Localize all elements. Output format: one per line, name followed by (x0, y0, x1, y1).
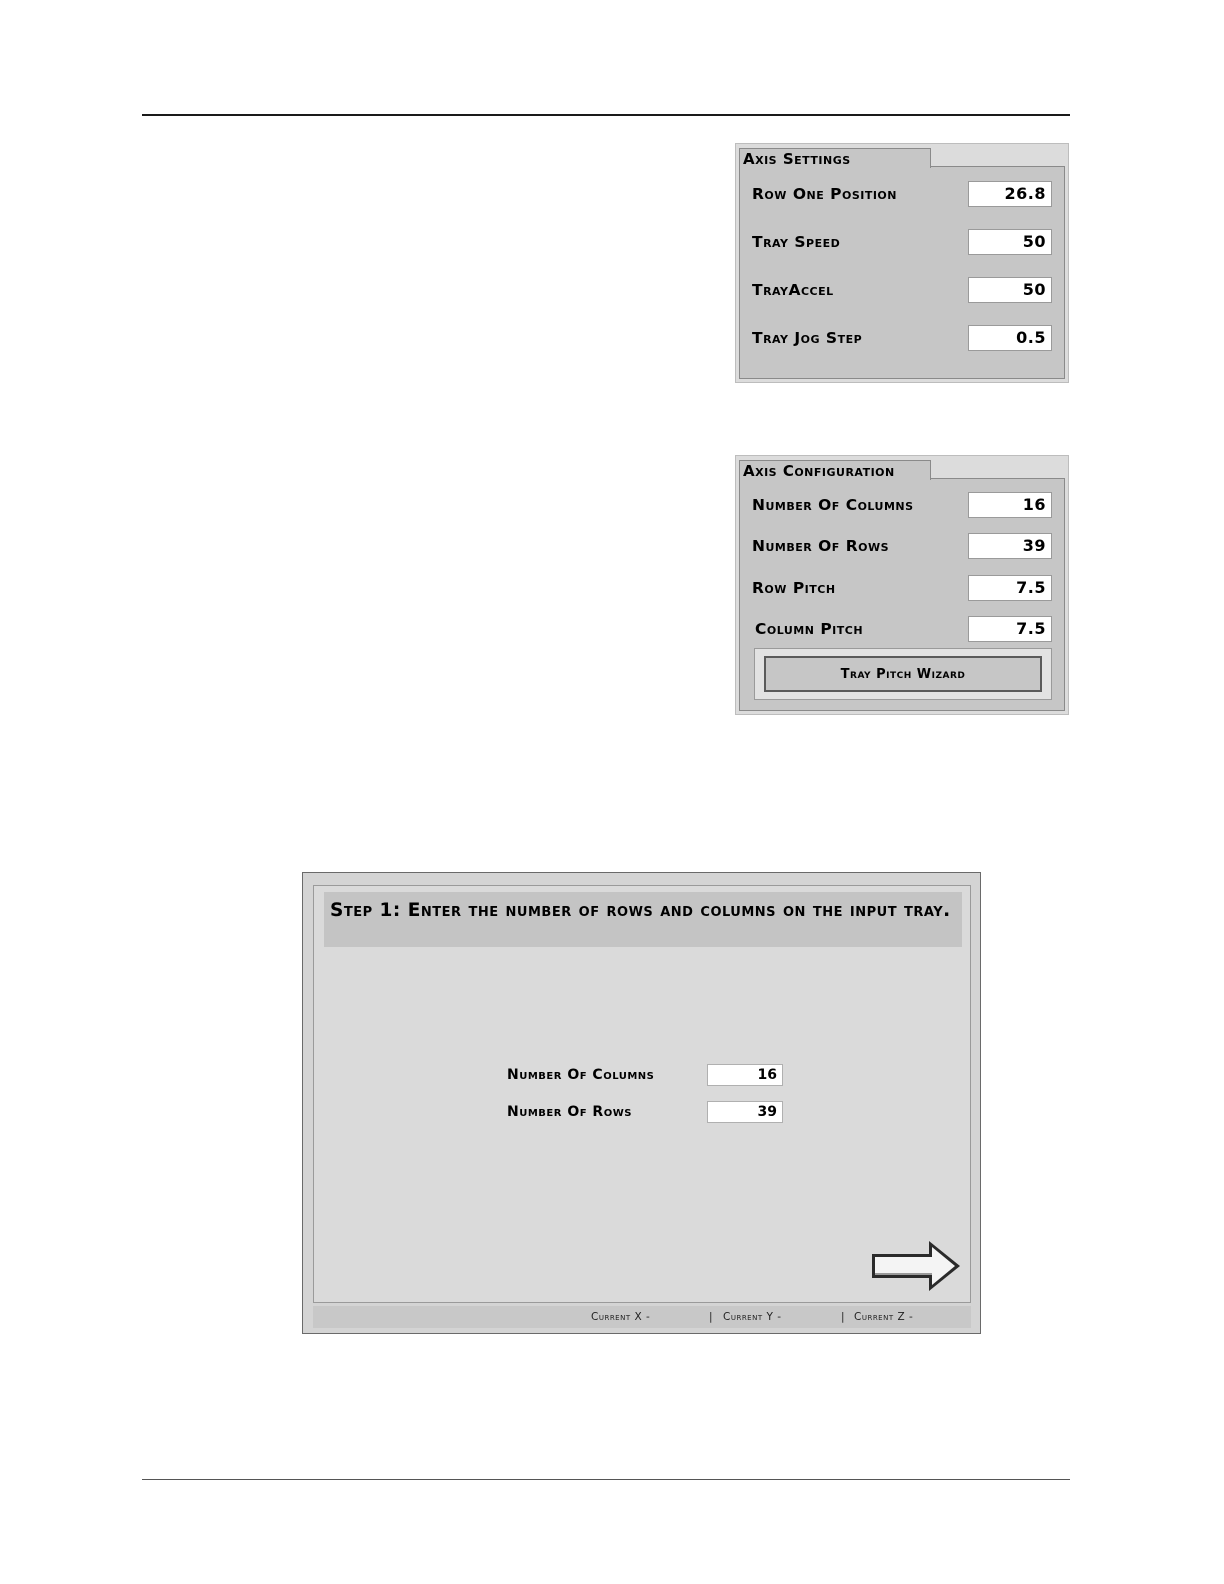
tray-pitch-wizard-button[interactable]: Tray Pitch Wizard (764, 656, 1042, 692)
tray-speed-input[interactable]: 50 (968, 229, 1052, 255)
tray-jog-step-label: Tray Jog Step (752, 329, 863, 347)
wizard-button-frame (754, 648, 1052, 700)
column-pitch-label: Column Pitch (755, 620, 864, 638)
number-of-columns-row (752, 492, 1052, 518)
number-of-rows-row (752, 533, 1052, 559)
status-separator: | (709, 1311, 713, 1323)
wizard-columns-row (507, 1064, 787, 1086)
right-arrow-icon[interactable] (869, 1238, 964, 1293)
current-x-readout: Current X - (591, 1311, 651, 1323)
row-one-position-label: Row One Position (752, 185, 897, 203)
number-of-columns-input[interactable]: 16 (968, 492, 1052, 518)
wizard-columns-input[interactable]: 16 (707, 1064, 783, 1086)
axis-settings-body (739, 166, 1065, 379)
current-y-readout: Current Y - (723, 1311, 782, 1323)
column-pitch-row (752, 616, 1052, 642)
axis-settings-tab: Axis Settings (739, 148, 931, 168)
wizard-rows-input[interactable]: 39 (707, 1101, 783, 1123)
tray-speed-row (752, 229, 1052, 255)
header-rule (142, 114, 1070, 116)
wizard-columns-label: Number Of Columns (507, 1067, 655, 1083)
wizard-rows-label: Number Of Rows (507, 1104, 632, 1120)
row-pitch-input[interactable]: 7.5 (968, 575, 1052, 601)
wizard-rows-row (507, 1101, 787, 1123)
tray-speed-label: Tray Speed (752, 233, 841, 251)
axis-configuration-body (739, 478, 1065, 711)
row-one-position-input[interactable]: 26.8 (968, 181, 1052, 207)
tray-accel-row (752, 277, 1052, 303)
tray-jog-step-input[interactable]: 0.5 (968, 325, 1052, 351)
wizard-status-bar (313, 1306, 971, 1328)
wizard-step-title: Step 1: Enter the number of rows and columns on the input tray. (324, 892, 962, 947)
wizard-step-area (313, 885, 971, 1303)
tray-jog-step-row (752, 325, 1052, 351)
current-z-readout: Current Z - (854, 1311, 914, 1323)
number-of-columns-label: Number Of Columns (752, 496, 914, 514)
axis-settings-panel (735, 143, 1069, 383)
status-separator: | (841, 1311, 845, 1323)
tray-accel-input[interactable]: 50 (968, 277, 1052, 303)
column-pitch-input[interactable]: 7.5 (968, 616, 1052, 642)
tray-pitch-wizard-window (302, 872, 981, 1334)
tray-accel-label: TrayAccel (752, 281, 834, 299)
axis-configuration-panel (735, 455, 1069, 715)
row-one-position-row (752, 181, 1052, 207)
row-pitch-row (752, 575, 1052, 601)
axis-configuration-tab: Axis Configuration (739, 460, 931, 480)
row-pitch-label: Row Pitch (752, 579, 836, 597)
footer-rule (142, 1479, 1070, 1480)
number-of-rows-input[interactable]: 39 (968, 533, 1052, 559)
number-of-rows-label: Number Of Rows (752, 537, 890, 555)
